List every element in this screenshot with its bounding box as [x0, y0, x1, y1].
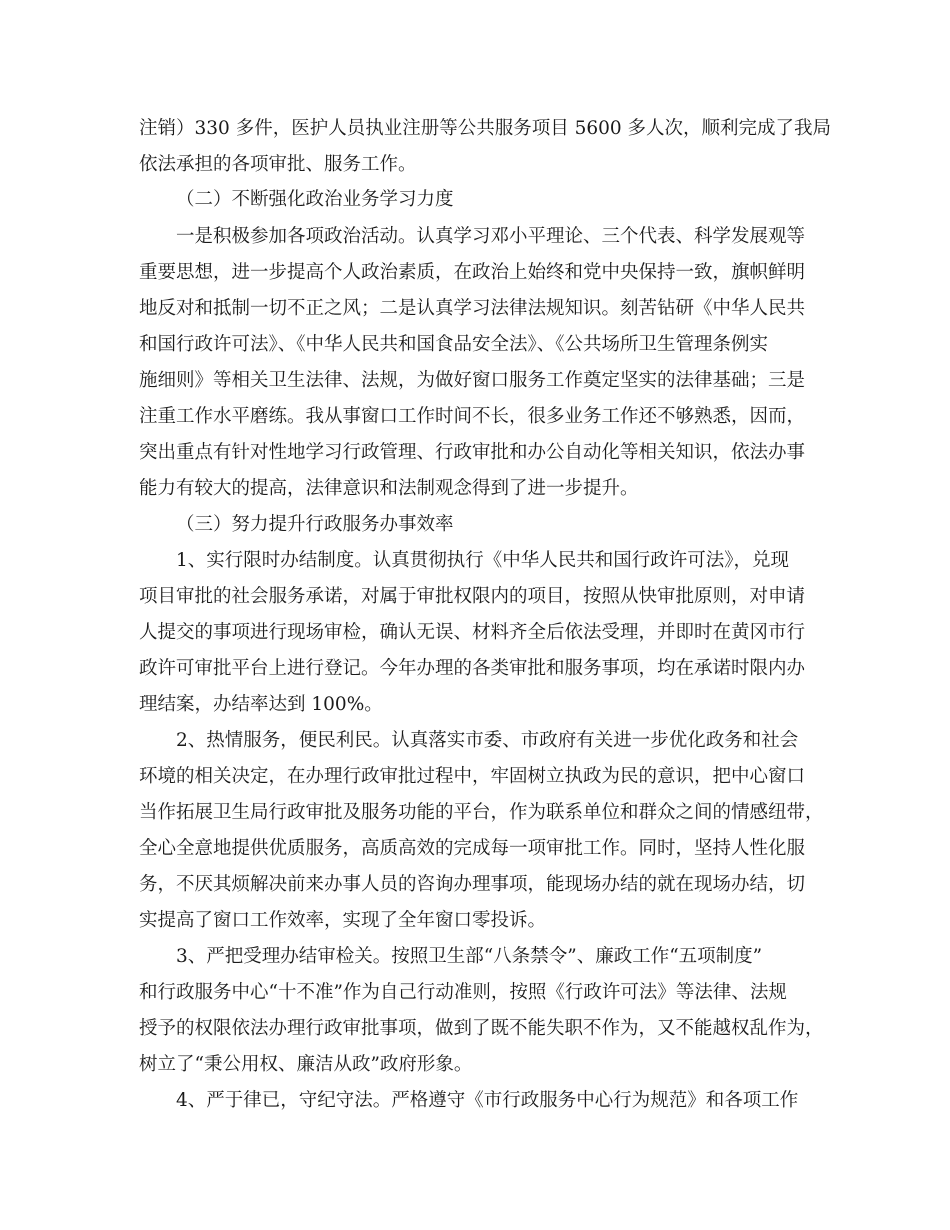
body-text-line: 4、严于律已，守纪守法。严格遵守《市行政服务中心行为规范》和各项工作	[176, 1090, 799, 1111]
body-text-line: 当作拓展卫生局行政审批及服务功能的平台，作为联系单位和群众之间的情感纽带，	[139, 802, 824, 823]
body-text-line: 和国行政许可法》、《中华人民共和国食品安全法》、《公共场所卫生管理条例实	[139, 334, 769, 355]
body-text-line: 人提交的事项进行现场审检，确认无误、材料齐全后依法受理，并即时在黄冈市行	[139, 622, 806, 643]
body-text-line: 地反对和抵制一切不正之风；二是认真学习法律法规知识。刻苦钻研《中华人民共	[139, 298, 806, 319]
body-text-line: 注重工作水平磨练。我从事窗口工作时间不长，很多业务工作还不够熟悉，因而，	[139, 406, 806, 427]
body-text-line: 依法承担的各项审批、服务工作。	[139, 154, 417, 175]
body-text-line: 施细则》等相关卫生法律、法规，为做好窗口服务工作奠定坚实的法律基础；三是	[139, 370, 806, 391]
body-text-line: 务，不厌其烦解决前来办事人员的咨询办理事项，能现场办结的就在现场办结，切	[139, 874, 806, 895]
body-text-line: 一是积极参加各项政治活动。认真学习邓小平理论、三个代表、科学发展观等	[176, 226, 806, 247]
body-text-line: 授予的权限依法办理行政审批事项，做到了既不能失职不作为，又不能越权乱作为，	[139, 1018, 824, 1039]
section-heading: （二）不断强化政治业务学习力度	[176, 189, 454, 210]
body-text-line: 3、严把受理办结审检关。按照卫生部“八条禁令”、廉政工作“五项制度”	[176, 946, 763, 967]
body-text-line: 理结案，办结率达到 100%。	[139, 694, 383, 715]
body-text-line: 突出重点有针对性地学习行政管理、行政审批和办公自动化等相关知识，依法办事	[139, 442, 806, 463]
body-text-line: 重要思想，进一步提高个人政治素质，在政治上始终和党中央保持一致，旗帜鲜明	[139, 262, 806, 283]
section-heading: （三）努力提升行政服务办事效率	[176, 514, 454, 535]
body-text-line: 实提高了窗口工作效率，实现了全年窗口零投诉。	[139, 910, 547, 931]
body-text-line: 环境的相关决定，在办理行政审批过程中，牢固树立执政为民的意识，把中心窗口	[139, 766, 806, 787]
body-text-line: 注销）330 多件，医护人员执业注册等公共服务项目 5600 多人次，顺利完成了我局	[139, 118, 832, 139]
body-text-line: 能力有较大的提高，法律意识和法制观念得到了进一步提升。	[139, 478, 639, 499]
body-text-line: 政许可审批平台上进行登记。今年办理的各类审批和服务事项，均在承诺时限内办	[139, 658, 806, 679]
body-text-line: 树立了“秉公用权、廉洁从政”政府形象。	[139, 1054, 473, 1075]
body-text-line: 1、实行限时办结制度。认真贯彻执行《中华人民共和国行政许可法》，兑现	[176, 550, 790, 571]
body-text-line: 和行政服务中心“十不准”作为自己行动准则，按照《行政许可法》等法律、法规	[139, 982, 787, 1003]
body-text-line: 2、热情服务，便民利民。认真落实市委、市政府有关进一步优化政务和社会	[176, 730, 799, 751]
body-text-line: 全心全意地提供优质服务，高质高效的完成每一项审批工作。同时，坚持人性化服	[139, 838, 806, 859]
body-text-line: 项目审批的社会服务承诺，对属于审批权限内的项目，按照从快审批原则，对申请	[139, 586, 806, 607]
